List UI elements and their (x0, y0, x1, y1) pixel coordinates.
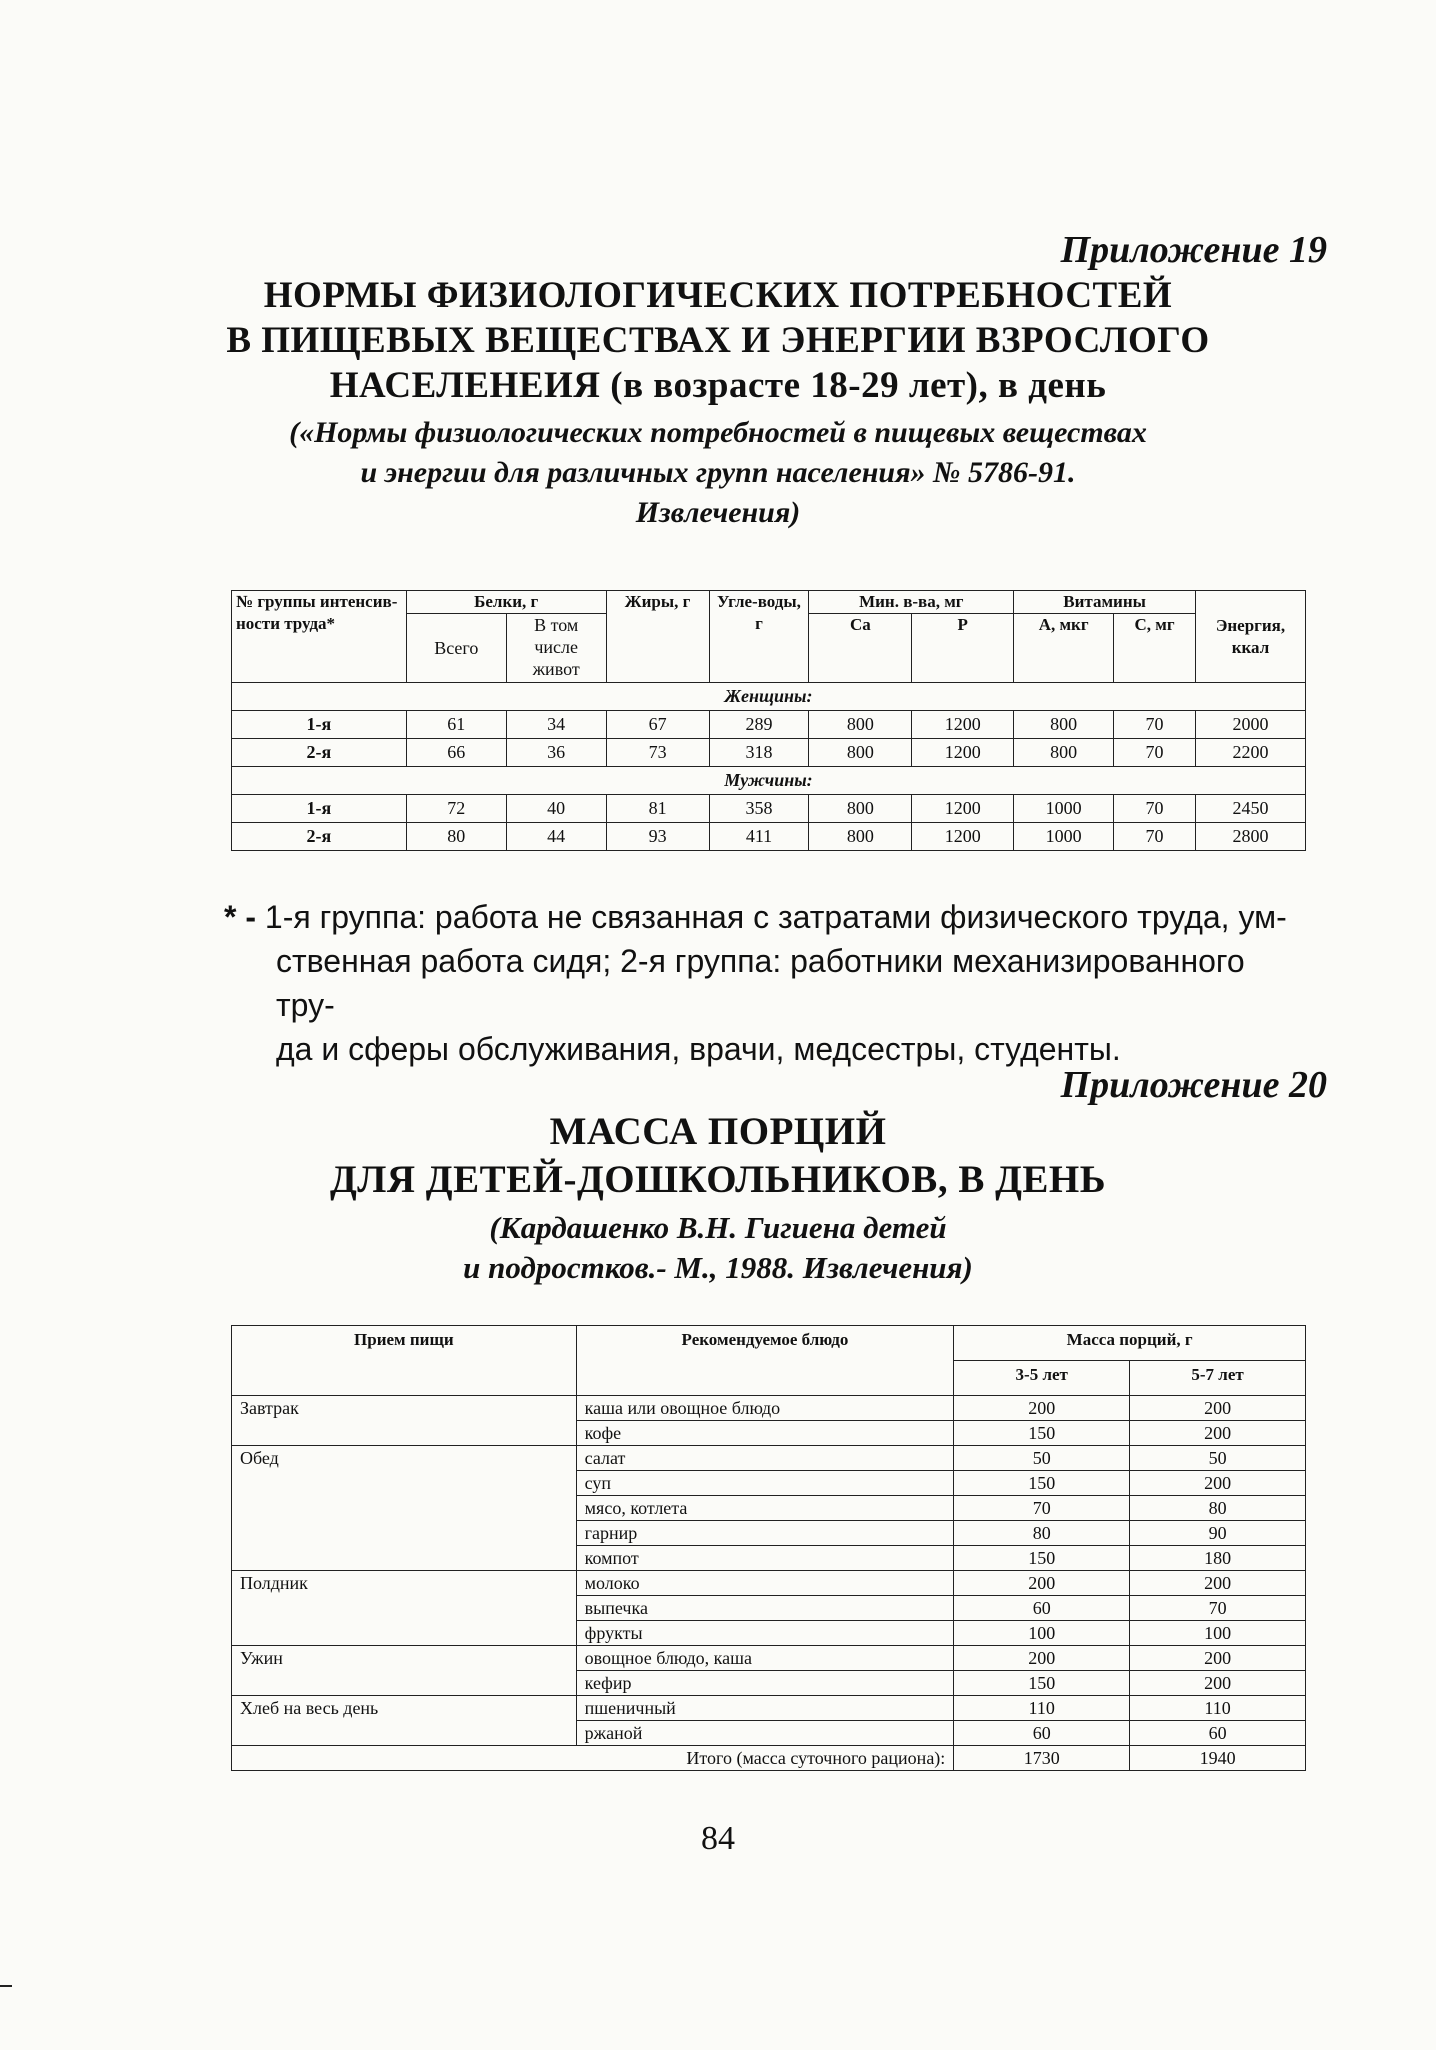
cell-age2: 200 (1130, 1671, 1306, 1696)
table-cell: 80 (406, 823, 506, 851)
margin-mark (0, 1985, 12, 1987)
cell-age1: 100 (954, 1621, 1130, 1646)
header-age-3-5: 3-5 лет (954, 1361, 1130, 1396)
cell-age2: 70 (1130, 1596, 1306, 1621)
table-cell: 67 (606, 711, 709, 739)
cell-dish: кофе (576, 1421, 954, 1446)
total-row (232, 1746, 1306, 1771)
cell-age1: 150 (954, 1421, 1130, 1446)
meal-cell (232, 1621, 577, 1646)
table-row (232, 1396, 1306, 1421)
table-cell: 1000 (1014, 795, 1114, 823)
table-row (232, 1621, 1306, 1646)
source-line: (Кардашенко В.Н. Гигиена детей (489, 1210, 947, 1245)
cell-age1: 50 (954, 1446, 1130, 1471)
footnote-star: * - (224, 899, 256, 935)
appendix-19-source (0, 413, 1436, 533)
footnote-line: да и сферы обслуживания, врачи, медсестры, студенты. (276, 1031, 1121, 1067)
meal-cell (232, 1521, 577, 1546)
title-line: НАСЕЛЕНЕИЯ (в возрасте 18-29 лет), в день (329, 365, 1107, 406)
cell-age1: 200 (954, 1646, 1130, 1671)
table-cell: 1200 (912, 739, 1014, 767)
portion-mass-table (231, 1325, 1306, 1771)
table-row (232, 1471, 1306, 1496)
table-row (232, 711, 1306, 739)
meal-name: Завтрак (232, 1396, 577, 1421)
table-cell: 40 (506, 795, 606, 823)
table-cell: 1-я (232, 795, 407, 823)
table-cell: 358 (709, 795, 809, 823)
header-protein: Белки, г (406, 591, 606, 614)
cell-age1: 150 (954, 1471, 1130, 1496)
table-cell: 93 (606, 823, 709, 851)
table-cell: 66 (406, 739, 506, 767)
table-row (232, 1521, 1306, 1546)
table-cell: 1000 (1014, 823, 1114, 851)
section-row (232, 767, 1306, 795)
header-age-5-7: 5-7 лет (1130, 1361, 1306, 1396)
cell-age1: 110 (954, 1696, 1130, 1721)
cell-age1: 80 (954, 1521, 1130, 1546)
header-vit-a: А, мкг (1014, 614, 1114, 683)
table-cell: 36 (506, 739, 606, 767)
table-row (232, 1646, 1306, 1671)
total-label: Итого (масса суточного рациона): (232, 1746, 954, 1771)
table-row (232, 739, 1306, 767)
cell-age2: 180 (1130, 1546, 1306, 1571)
source-line: и энергии для различных групп населения» № 5786-91. (360, 456, 1076, 489)
cell-age2: 80 (1130, 1496, 1306, 1521)
cell-age2: 200 (1130, 1396, 1306, 1421)
cell-age2: 200 (1130, 1471, 1306, 1496)
cell-age2: 200 (1130, 1421, 1306, 1446)
table-cell: 81 (606, 795, 709, 823)
header-mass: Масса порций, г (954, 1326, 1306, 1361)
cell-dish: салат (576, 1446, 954, 1471)
cell-dish: выпечка (576, 1596, 954, 1621)
table-row (232, 1446, 1306, 1471)
cell-age1: 150 (954, 1546, 1130, 1571)
appendix-20-source (0, 1208, 1436, 1288)
table-cell: 2450 (1195, 795, 1305, 823)
cell-dish: каша или овощное блюдо (576, 1396, 954, 1421)
table-cell: 411 (709, 823, 809, 851)
cell-age1: 70 (954, 1496, 1130, 1521)
section-row (232, 683, 1306, 711)
table-cell: 800 (809, 739, 912, 767)
cell-dish: компот (576, 1546, 954, 1571)
source-line: («Нормы физиологических потребностей в пищевых веществах (289, 416, 1147, 449)
cell-dish: суп (576, 1471, 954, 1496)
cell-age2: 110 (1130, 1696, 1306, 1721)
cell-age2: 100 (1130, 1621, 1306, 1646)
table-cell: 1-я (232, 711, 407, 739)
table-cell: 70 (1114, 739, 1196, 767)
section-title: Мужчины: (232, 767, 1306, 795)
meal-cell (232, 1471, 577, 1496)
table-row (232, 1496, 1306, 1521)
header-protein-total: Всего (406, 614, 506, 683)
cell-age2: 200 (1130, 1571, 1306, 1596)
table-row (232, 1596, 1306, 1621)
table-row (232, 1421, 1306, 1446)
title-line: НОРМЫ ФИЗИОЛОГИЧЕСКИХ ПОТРЕБНОСТЕЙ (263, 275, 1173, 316)
cell-age2: 200 (1130, 1646, 1306, 1671)
meal-cell (232, 1496, 577, 1521)
appendix-19-title (0, 273, 1436, 408)
meal-cell (232, 1596, 577, 1621)
footnote (224, 895, 1309, 1071)
table-row (232, 1546, 1306, 1571)
table-cell: 800 (809, 795, 912, 823)
table-cell: 2200 (1195, 739, 1305, 767)
nutrition-norms-table (231, 590, 1306, 851)
table-cell: 2000 (1195, 711, 1305, 739)
cell-age1: 60 (954, 1596, 1130, 1621)
total-age1: 1730 (954, 1746, 1130, 1771)
footnote-line: 1-я группа: работа не связанная с затратами физического труда, ум- (264, 899, 1287, 935)
table-cell: 2800 (1195, 823, 1305, 851)
cell-age1: 60 (954, 1721, 1130, 1746)
header-p: P (912, 614, 1014, 683)
table-cell: 1200 (912, 711, 1014, 739)
cell-dish: кефир (576, 1671, 954, 1696)
meal-name: Обед (232, 1446, 577, 1471)
title-line: В ПИЩЕВЫХ ВЕЩЕСТВАХ И ЭНЕРГИИ ВЗРОСЛОГО (226, 320, 1210, 361)
appendix-20-label: Приложение 20 (1060, 1064, 1327, 1106)
table-cell: 1200 (912, 795, 1014, 823)
cell-dish: пшеничный (576, 1696, 954, 1721)
header-vit-c: С, мг (1114, 614, 1196, 683)
cell-age1: 150 (954, 1671, 1130, 1696)
cell-age2: 50 (1130, 1446, 1306, 1471)
header-protein-animal: В том числе живот (506, 614, 606, 683)
cell-dish: овощное блюдо, каша (576, 1646, 954, 1671)
meal-name: Полдник (232, 1571, 577, 1596)
table-cell: 34 (506, 711, 606, 739)
page-number: 84 (701, 1820, 735, 1857)
header-group: № группы интенсив-ности труда* (232, 591, 407, 683)
source-line: и подростков.- М., 1988. Извлечения) (463, 1250, 973, 1285)
header-ca: Ca (809, 614, 912, 683)
table-row (232, 795, 1306, 823)
table-cell: 2-я (232, 739, 407, 767)
appendix-19-label: Приложение 19 (1060, 229, 1327, 271)
header-energy: Энергия, ккал (1195, 591, 1305, 683)
cell-age1: 200 (954, 1571, 1130, 1596)
title-line: МАССА ПОРЦИЙ (549, 1110, 887, 1153)
header-dish: Рекомендуемое блюдо (576, 1326, 954, 1396)
nutrition-norms-body (232, 683, 1306, 851)
cell-dish: ржаной (576, 1721, 954, 1746)
cell-dish: молоко (576, 1571, 954, 1596)
table-cell: 70 (1114, 823, 1196, 851)
cell-dish: мясо, котлета (576, 1496, 954, 1521)
table-cell: 70 (1114, 711, 1196, 739)
meal-cell (232, 1721, 577, 1746)
table-cell: 800 (809, 711, 912, 739)
cell-age1: 200 (954, 1396, 1130, 1421)
cell-age2: 90 (1130, 1521, 1306, 1546)
table-row (232, 823, 1306, 851)
table-cell: 2-я (232, 823, 407, 851)
header-carbs: Угле-воды, г (709, 591, 809, 683)
table-row (232, 1696, 1306, 1721)
header-meal: Прием пищи (232, 1326, 577, 1396)
cell-age2: 60 (1130, 1721, 1306, 1746)
table-cell: 800 (809, 823, 912, 851)
table-cell: 61 (406, 711, 506, 739)
table-row (232, 1721, 1306, 1746)
table-row (232, 1571, 1306, 1596)
table-cell: 800 (1014, 739, 1114, 767)
total-age2: 1940 (1130, 1746, 1306, 1771)
header-vitamins: Витамины (1014, 591, 1196, 614)
table-cell: 73 (606, 739, 709, 767)
footnote-line: ственная работа сидя; 2-я группа: работники механизированного тру- (276, 943, 1245, 1023)
table-cell: 289 (709, 711, 809, 739)
table-cell: 72 (406, 795, 506, 823)
meal-cell (232, 1546, 577, 1571)
cell-dish: фрукты (576, 1621, 954, 1646)
cell-dish: гарнир (576, 1521, 954, 1546)
title-line: ДЛЯ ДЕТЕЙ-ДОШКОЛЬНИКОВ, В ДЕНЬ (329, 1158, 1107, 1201)
meal-name: Ужин (232, 1646, 577, 1671)
table-cell: 1200 (912, 823, 1014, 851)
table-cell: 44 (506, 823, 606, 851)
meal-name: Хлеб на весь день (232, 1696, 577, 1721)
meal-cell (232, 1421, 577, 1446)
table-cell: 800 (1014, 711, 1114, 739)
table-cell: 70 (1114, 795, 1196, 823)
table-cell: 318 (709, 739, 809, 767)
table-row (232, 1671, 1306, 1696)
appendix-20-title (0, 1108, 1436, 1204)
header-minerals: Мин. в-ва, мг (809, 591, 1014, 614)
portion-mass-body (232, 1396, 1306, 1771)
header-fat: Жиры, г (606, 591, 709, 683)
source-line: Извлечения) (635, 496, 801, 529)
meal-cell (232, 1671, 577, 1696)
section-title: Женщины: (232, 683, 1306, 711)
